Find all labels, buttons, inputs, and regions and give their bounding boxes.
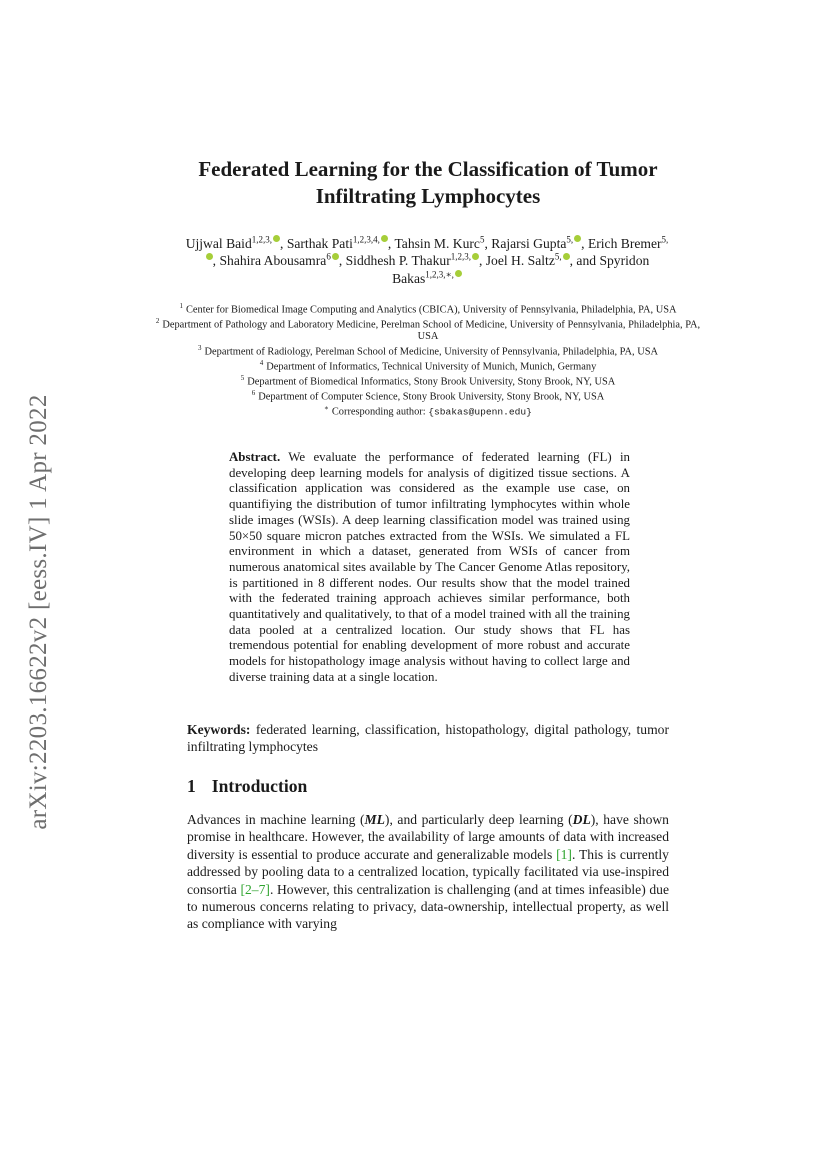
affiliation-number: 4	[259, 358, 264, 367]
corresponding-author	[150, 403, 706, 418]
citation-link[interactable]: [1]	[556, 846, 572, 862]
author-conjunction: and	[576, 253, 597, 269]
citation-link[interactable]: [2–7]	[240, 881, 270, 897]
affiliation	[150, 343, 706, 358]
corresponding-label: Corresponding author:	[331, 406, 426, 418]
affiliation	[150, 358, 706, 373]
affiliation-number: 5	[240, 373, 245, 382]
author-name: Siddhesh P. Thakur	[345, 253, 451, 269]
author-affiliation-marker: 5,	[661, 234, 669, 245]
affiliation-text: Department of Pathology and Laboratory Medicine, Perelman School of Medicine, University of Pennsylvania, Philadelphia, PA, USA	[162, 319, 701, 343]
author-affiliation-marker: 6	[326, 251, 331, 262]
intro-text: . However, this centralization is challenging (and at times infeasible) due to numerous concerns relating to privacy, data-ownership, intellectual property, as well as compliance with varying	[187, 881, 669, 932]
ml-abbrev: ML	[364, 812, 385, 827]
dl-abbrev: DL	[572, 812, 591, 827]
orcid-icon[interactable]	[273, 235, 280, 242]
affiliation-text: Center for Biomedical Image Computing and Analytics (CBICA), University of Pennsylvania, Philadelphia, PA, USA	[185, 304, 677, 316]
orcid-icon[interactable]	[206, 253, 213, 260]
abstract-label: Abstract.	[229, 450, 281, 464]
author-affiliation-marker: 5	[479, 234, 485, 245]
affiliation-text: Department of Radiology, Perelman School of Medicine, University of Pennsylvania, Philadelphia, PA, USA	[204, 346, 658, 358]
abstract	[229, 450, 630, 686]
introduction-paragraph	[187, 811, 669, 933]
affiliation	[150, 316, 706, 343]
affiliation	[150, 388, 706, 403]
author-affiliation-marker: 1,2,3,	[450, 251, 471, 262]
affiliation-text: Department of Informatics, Technical University of Munich, Munich, Germany	[266, 361, 597, 373]
intro-text: ), have shown promise in healthcare. However, the availability of large amounts of data with increased diversity is essential to produce accurate and generalizable models	[187, 812, 669, 862]
author-name: Tahsin M. Kurc	[394, 236, 480, 251]
orcid-icon[interactable]	[472, 253, 479, 260]
affiliation	[150, 373, 706, 388]
author-affiliation-marker: 5,	[566, 234, 574, 245]
author-name: Joel H. Saltz	[485, 253, 555, 269]
corresponding-marker: ∗	[324, 403, 329, 412]
author-affiliation-marker: 1,2,3,4,	[352, 234, 380, 245]
author-affiliation-marker: 5,	[554, 251, 562, 262]
affiliation-number: 3	[198, 343, 202, 352]
orcid-icon[interactable]	[563, 253, 570, 260]
affiliation-text: Department of Biomedical Informatics, Stony Brook University, Stony Brook, NY, USA	[247, 376, 616, 388]
section-number: 1	[187, 776, 196, 796]
author-affiliation-marker: 1,2,3,	[251, 234, 273, 245]
intro-text: ), and particularly deep learning (	[384, 812, 573, 827]
affiliation-number: 2	[155, 317, 160, 326]
affiliation-number: 6	[251, 388, 256, 397]
author-name: Sarthak Pati	[286, 236, 353, 251]
corresponding-email[interactable]: {sbakas@upenn.edu}	[428, 406, 532, 418]
author-name: Shahira Abousamra	[219, 253, 327, 269]
keywords-text: federated learning, classification, histopathology, digital pathology, tumor infiltrating lymphocytes	[187, 722, 669, 754]
section-title: Introduction	[211, 776, 308, 796]
keywords-label: Keywords:	[187, 722, 251, 737]
intro-text: Advances in machine learning (	[187, 812, 365, 827]
section-heading	[187, 776, 669, 797]
arxiv-identifier-text: arXiv:2203.16622v2 [eess.IV] 1 Apr 2022	[25, 394, 52, 830]
author-list: Ujjwal Baid$^{1,2,3,}$ , Sarthak Pati$^{1,2,3,4,}$ , Tahsin M. Kurc$^5$, Rajarsi Gupta$^{5,}$ , Erich Bremer$^{5,}$, Shahira Abousamra$^6$ , Siddhesh P. Thakur$^{1,2,3,}$ , Joel H. Saltz$^{5,}$ , and Spyridon Bakas$^{1,2,3,∗,}$	[185, 234, 669, 286]
author-name: Erich Bremer	[587, 236, 662, 251]
orcid-icon[interactable]	[574, 235, 581, 242]
author-name: Spyridon Bakas	[392, 253, 650, 286]
affiliation-text: Department of Computer Science, Stony Brook University, Stony Brook, NY, USA	[258, 391, 605, 403]
orcid-icon[interactable]	[332, 253, 339, 260]
intro-text: . This is currently addressed by pooling data to a centralized location, typically facilitated via use-inspired consortia	[187, 846, 669, 897]
affiliation	[150, 301, 706, 316]
affiliations	[150, 301, 706, 418]
author-name: Ujjwal Baid	[185, 236, 252, 251]
affiliation-number: 1	[179, 302, 183, 310]
keywords	[187, 722, 669, 755]
paper-title: Federated Learning for the Classification of Tumor Infiltrating Lymphocytes	[198, 157, 658, 208]
orcid-icon[interactable]	[455, 270, 462, 277]
arxiv-identifier	[19, 366, 59, 858]
author-affiliation-marker: 1,2,3,∗,	[425, 269, 454, 280]
orcid-icon[interactable]	[381, 235, 388, 242]
author-name: Rajarsi Gupta	[491, 236, 567, 251]
abstract-text: We evaluate the performance of federated learning (FL) in developing deep learning models for analysis of digitized tissue sections. A classification application was considered as the example use case, on quantifiying the distribution of tumor infiltrating lymphocytes within whole slide images (WSIs). A deep learning classification model was trained using 50×50 square micron patches extracted from the WSIs. We simulated a FL environment in which a dataset, generated from WSIs of cancer from numerous anatomical sites available by The Cancer Genome Atlas repository, is partitioned in 8 different nodes. Our results show that the model trained with the federated training approach achieves similar performance, both quantitatively and qualitatively, to that of a model trained with all the training data pooled at a centralized location. Our study shows that FL has tremendous potential for enabling development of more robust and accurate models for histopathology image analysis without having to collect large and diverse training data at a single location.	[229, 450, 630, 684]
